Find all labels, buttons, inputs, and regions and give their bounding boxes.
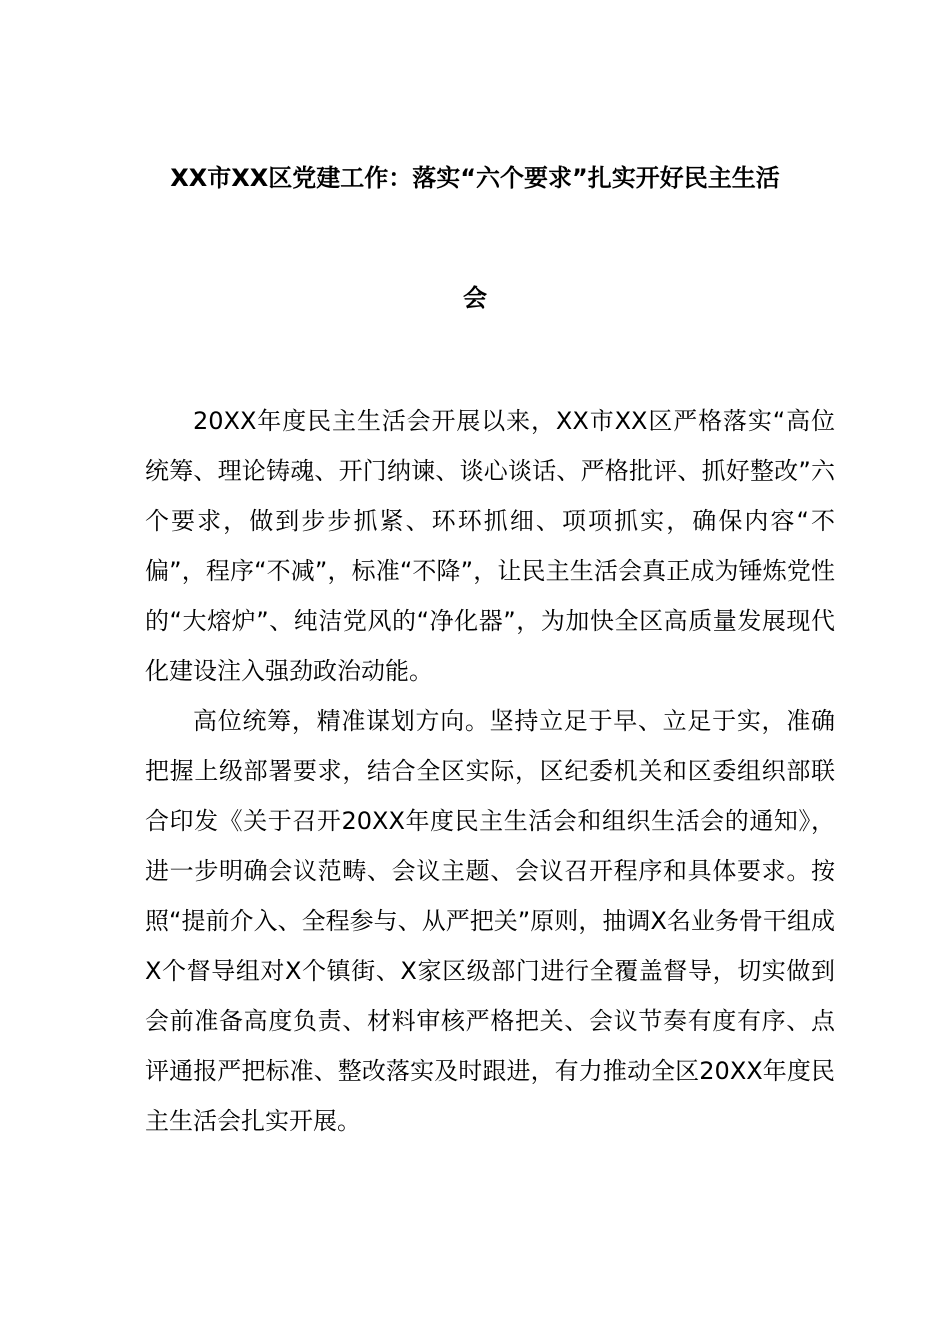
document-title: [145, 148, 805, 328]
paragraph-intro: 20XX年度民主生活会开展以来，XX市XX区严格落实“高位统筹、理论铸魂、开门纳谏、谈心谈话、严格批评、抓好整改”六个要求，做到步步抓紧、环环抓细、项项抓实，确保内容“不偏”，程序“不减”，标准“不降”，让民主生活会真正成为锤炼党性的“大熔炉”、纯洁党风的“净化器”，为加快全区高质量发展现代化建设注入强劲政治动能。: [145, 407, 835, 685]
document-title-line-1: XX市XX区党建工作：落实“六个要求”扎实开好民主生活: [170, 164, 780, 192]
document-title-line-2: 会: [463, 284, 487, 312]
paragraph-high-level-planning: 高位统筹，精准谋划方向。坚持立足于早、立足于实，准确把握上级部署要求，结合全区实际，区纪委机关和区委组织部联合印发《关于召开20XX年度民主生活会和组织生活会的通知》，进一步明确会议范畴、会议主题、会议召开程序和具体要求。按照“提前介入、全程参与、从严把关”原则，抽调X名业务骨干组成X个督导组对X个镇街、X家区级部门进行全覆盖督导，切实做到会前准备高度负责、材料审核严格把关、会议节奏有度有序、点评通报严把标准、整改落实及时跟进，有力推动全区20XX年度民主生活会扎实开展。: [145, 707, 835, 1135]
document-body: [145, 396, 835, 1146]
